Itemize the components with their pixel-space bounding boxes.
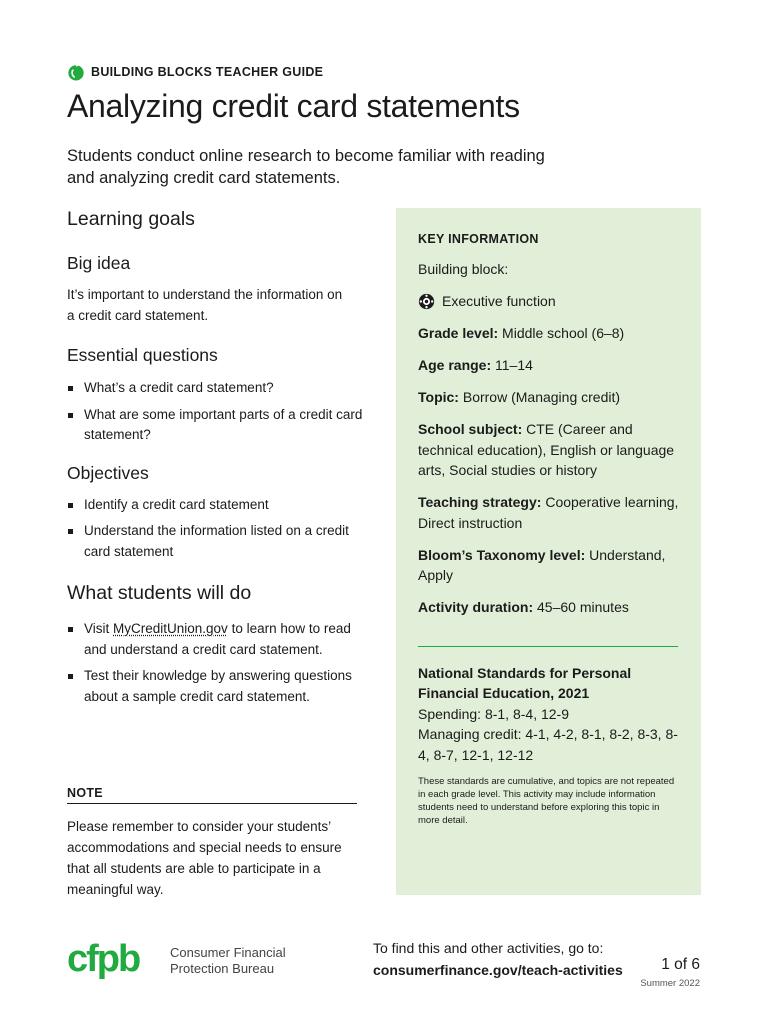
age-value: 11–14 <box>491 357 533 373</box>
note-heading: NOTE <box>67 786 357 804</box>
note-text: Please remember to consider your students’ accommodations and special needs to ensure that all students are able to participate in a meaningful way. <box>67 819 342 897</box>
building-block-text: Executive function <box>442 293 556 309</box>
page-number: 1 of 6 <box>661 956 700 973</box>
org-line-1: Consumer Financial <box>170 945 286 960</box>
learning-goals-heading: Learning goals <box>67 208 195 230</box>
blooms-taxonomy <box>418 545 683 586</box>
strategy-label: Teaching strategy: <box>418 494 542 510</box>
learning-goals-column <box>67 208 372 713</box>
eyebrow <box>67 63 323 81</box>
objectives-list <box>67 495 372 563</box>
list-item: Test their knowledge by answering questions about a sample credit card statement. <box>67 666 372 707</box>
big-idea-text: It’s important to understand the information on a credit card statement. <box>67 287 343 323</box>
guide-label: BUILDING BLOCKS TEACHER GUIDE <box>91 65 324 79</box>
activity-duration <box>418 597 683 618</box>
topic-label: Topic: <box>418 389 459 405</box>
find-text: To find this and other activities, go to: <box>373 940 604 956</box>
apple-icon <box>67 63 85 81</box>
grade-value: Middle school (6–8) <box>498 325 625 341</box>
subject-value: CTE (Career and technical education), English or language arts, Social studies or history <box>418 421 675 478</box>
list-item <box>67 619 372 660</box>
edition-date: Summer 2022 <box>640 978 700 989</box>
bloom-value: Understand, Apply <box>418 546 666 583</box>
cfpb-logo-mark <box>67 937 162 985</box>
page-title: Analyzing credit card statements <box>67 88 520 124</box>
page-subtitle: Students conduct online research to become familiar with reading and analyzing credit card statements. <box>67 147 545 187</box>
essential-questions-list <box>67 378 372 446</box>
grade-label: Grade level: <box>418 325 499 341</box>
list-item: What’s a credit card statement? <box>67 378 372 399</box>
key-information-heading: KEY INFORMATION <box>418 232 539 246</box>
school-subject <box>418 419 683 481</box>
bloom-label: Bloom’s Taxonomy level: <box>418 546 586 563</box>
topic-value: Borrow (Managing credit) <box>458 389 621 405</box>
topic <box>418 387 683 408</box>
subject-label: School subject: <box>418 421 523 437</box>
building-block-value <box>418 291 683 312</box>
standards-managing-credit: Managing credit: 4-1, 4-2, 8-1, 8-2, 8-3, 8-4, 8-7, 12-1, 12-12 <box>418 726 678 763</box>
cfpb-logo <box>67 937 162 985</box>
executive-function-icon <box>418 293 435 310</box>
what-students-do-heading: What students will do <box>67 582 252 604</box>
duration-label: Activity duration: <box>418 599 534 615</box>
find-activities <box>373 937 623 981</box>
list-item: What are some important parts of a credit card statement? <box>67 405 372 446</box>
what-students-do-list <box>67 619 372 707</box>
activities-url: consumerfinance.gov/teach-activities <box>373 962 623 978</box>
objectives-heading: Objectives <box>67 462 149 483</box>
building-block-label: Building block: <box>418 261 509 277</box>
essential-questions-heading: Essential questions <box>67 345 218 365</box>
note-box <box>67 786 357 900</box>
strategy-value: Cooperative learning, Direct instruction <box>418 494 679 531</box>
svg-text:cfpb: cfpb <box>67 938 140 980</box>
duration-value: 45–60 minutes <box>533 599 629 615</box>
org-name <box>170 945 286 976</box>
divider <box>418 646 678 647</box>
grade-level <box>418 323 683 344</box>
item-text: Visit <box>84 621 114 636</box>
item-text: to learn how to read and understand a credit card statement. <box>84 621 351 657</box>
standards-spending: Spending: 8-1, 8-4, 12-9 <box>418 705 569 722</box>
standards-fine-print: These standards are cumulative, and topics are not repeated in each grade level. This activity may include information students need to understand before exploring this topic in more detail. <box>418 776 675 826</box>
standards-heading: National Standards for Personal Financial Education, 2021 <box>418 664 632 701</box>
age-label: Age range: <box>418 357 492 373</box>
org-line-2: Protection Bureau <box>170 960 275 976</box>
list-item: Understand the information listed on a credit card statement <box>67 521 372 562</box>
key-information-panel <box>396 208 701 895</box>
mycreditunion-link[interactable]: MyCreditUnion.gov <box>113 621 228 636</box>
teaching-strategy <box>418 492 683 533</box>
age-range <box>418 355 683 376</box>
big-idea-heading: Big idea <box>67 253 131 273</box>
list-item: Identify a credit card statement <box>67 495 372 516</box>
